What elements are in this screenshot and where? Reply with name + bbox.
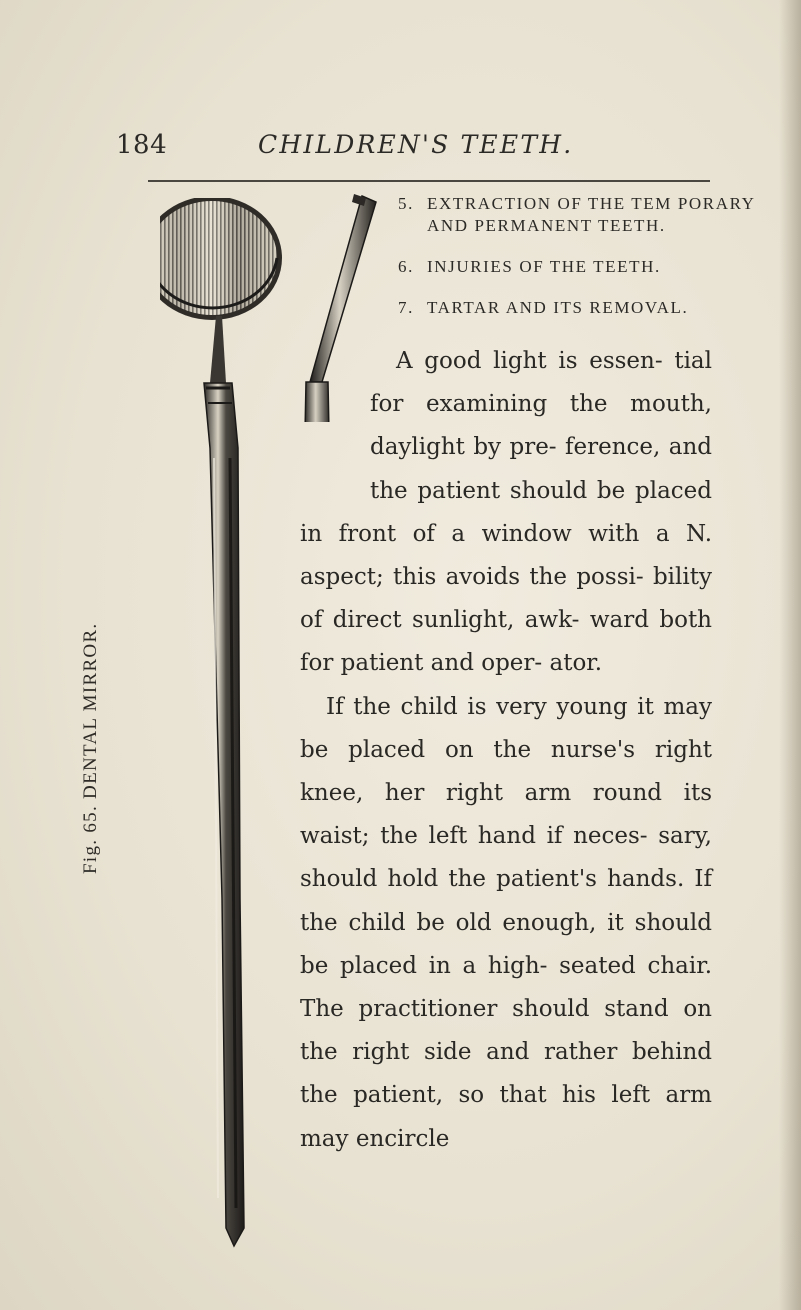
paragraph: A good light is essen- tial for examining the mouth, daylight by pre- ference, and the patient should be placed in front of a window with a N. aspect; this avoids the possi- bility of direct sunlight, awk- ward both for patient and oper- ator. <box>300 348 712 677</box>
contents-item-number: 7. <box>398 298 414 317</box>
contents-item <box>398 193 778 237</box>
contents-item-number: 5. <box>398 194 414 213</box>
running-title: CHILDREN'S TEETH. <box>258 130 574 159</box>
contents-list <box>398 193 778 338</box>
body-text <box>300 340 712 1161</box>
contents-item-number: 6. <box>398 257 414 276</box>
contents-item-text: TARTAR AND ITS REMOVAL. <box>427 298 689 317</box>
contents-item <box>398 297 778 319</box>
contents-item <box>398 256 778 278</box>
contents-item-text: INJURIES OF THE TEETH. <box>427 257 661 276</box>
page-edge-shadow <box>779 0 801 1310</box>
contents-item-text: EXTRACTION OF THE TEM PORARY AND PERMANENT TEETH. <box>427 194 755 235</box>
figure-caption-text: Fig. 65. DENTAL MIRROR. <box>80 622 101 874</box>
figure-caption <box>80 604 114 874</box>
mirror-head <box>160 198 282 320</box>
header-rule <box>148 180 710 182</box>
paragraph: If the child is very young it may be placed on the nurse's right knee, her right arm round its waist; the left hand if neces- sary, should hold the patient's hands. If the child be old enough, it should be placed in a high- seated chair. The practitioner should stand on the right side and rather behind the patient, so that his left arm may encircle <box>300 693 712 1152</box>
page-number: 184 <box>116 130 168 160</box>
page-header <box>0 130 801 170</box>
mirror-handle <box>204 383 244 1246</box>
